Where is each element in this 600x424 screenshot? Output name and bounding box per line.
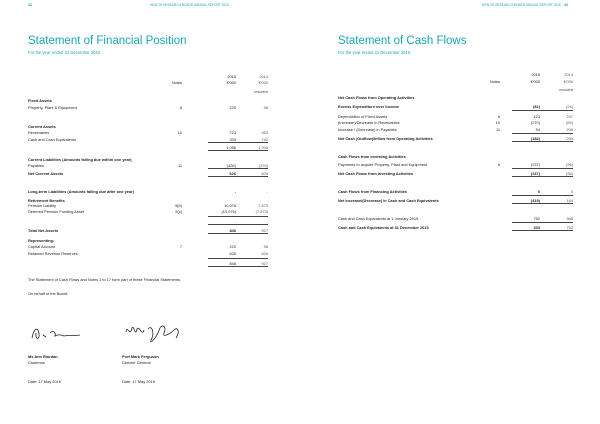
row-value-current-year: (419)	[530, 198, 540, 203]
row-label: Deferred Pension Funding Asset	[28, 209, 85, 214]
row-label: Increase / (Decrease) in Payables	[338, 127, 397, 132]
row-value-prior-year: (96)	[566, 171, 573, 176]
rule-line	[512, 168, 573, 169]
row-value-current-year: 220	[229, 244, 236, 249]
unit1-heading: €'000	[226, 80, 236, 85]
row-label: (Increase)/Decrease in Receivables	[338, 120, 400, 125]
row-value-current-year: 123	[533, 114, 540, 119]
page-header	[564, 3, 568, 7]
rule-line	[512, 110, 573, 111]
row-value-current-year: 723	[229, 130, 236, 135]
row-value-prior-year: (24)	[566, 104, 573, 109]
page-header	[28, 3, 32, 7]
page-subtitle: For the year ended 31 December 2015	[28, 50, 101, 55]
row-value-prior-year: 98	[263, 244, 268, 249]
row-label: Fixed Assets	[28, 98, 52, 103]
row-value-current-year: (430)	[226, 163, 236, 168]
row-value-current-year: 626	[229, 251, 236, 256]
row-value-current-year: 333	[229, 137, 236, 142]
page-subtitle: For the year ended 31 December 2015	[338, 50, 411, 55]
table-row-property-plant-equipment	[28, 105, 268, 111]
row-note: 10	[177, 130, 182, 135]
row-value-current-year: 0	[537, 189, 540, 194]
row-value-prior-year: -	[266, 219, 268, 224]
row-value-current-year: 752	[533, 216, 540, 221]
rule-line	[208, 150, 268, 151]
row-value-prior-year: 453	[261, 130, 268, 135]
year1-heading: 2015	[531, 72, 540, 77]
row-label: Cash and Cash Equivalents	[28, 137, 77, 142]
row-label: Cash and Cash Equivalents at 31 December 2015	[338, 225, 429, 230]
row-label: Current Liabilities (Amounts falling due within one year)	[28, 157, 132, 162]
table-row-increase-decrease-in-receivables	[338, 120, 578, 126]
restated-label: restated	[558, 87, 573, 92]
row-note: 10	[495, 120, 500, 125]
restated-row	[28, 89, 268, 95]
right-page	[300, 0, 600, 424]
row-value-current-year: -	[234, 189, 236, 194]
row-value-prior-year: 829	[261, 171, 268, 176]
row-label: Net Cash Flows from Investing Activities	[338, 171, 414, 176]
row-label: Retained Revenue Reserves	[28, 251, 78, 256]
row-value-current-year: 846	[229, 261, 236, 266]
unit2-heading: €'000	[258, 80, 268, 85]
column-unit-row	[338, 79, 578, 85]
rule-line	[208, 258, 268, 259]
row-value-prior-year: 247	[566, 114, 573, 119]
row-value-current-year: (237)	[530, 162, 540, 167]
row-value-prior-year: 250	[566, 136, 573, 141]
year2-heading: 2014	[564, 72, 573, 77]
table-row-net-cash-flows-from-operating-activities	[338, 95, 578, 101]
row-note: 8	[497, 162, 500, 167]
rule-line	[512, 141, 573, 142]
rule-line	[208, 142, 268, 143]
unit2-heading: €'000	[563, 79, 573, 84]
column-year-row	[338, 72, 578, 78]
row-value-prior-year: 0	[570, 189, 573, 194]
column-unit-row	[28, 80, 268, 86]
row-value-prior-year: 927	[261, 228, 268, 233]
restated-row	[338, 87, 578, 93]
page-number: 32	[28, 3, 32, 7]
row-value-prior-year: -	[266, 189, 268, 194]
row-label: Payments to acquire Property, Plant and Equipment	[338, 162, 428, 167]
rule-line	[512, 195, 573, 196]
row-value-prior-year: 752	[566, 225, 573, 230]
row-value-current-year: 54	[535, 127, 540, 132]
signatory-1-date: Date: 17 May 2016	[28, 379, 61, 384]
row-note: 7	[179, 244, 182, 249]
row-note: 8	[497, 114, 500, 119]
notes-heading: Notes	[171, 80, 182, 85]
signatory-2-name: Prof Mark Ferguson	[122, 354, 159, 359]
unit1-heading: €'000	[530, 79, 540, 84]
on-behalf-text: On behalf of the Board:	[28, 291, 69, 296]
rule-line	[512, 222, 573, 223]
page-title: Statement of Cash Flows	[338, 35, 467, 47]
row-label: Net Cash (Outflow)/Inflow from Operating Activities	[338, 136, 433, 141]
row-value-current-year: 626	[229, 171, 236, 176]
row-value-current-year: 220	[229, 105, 236, 110]
signatory-1-role: Chairman	[28, 360, 45, 365]
row-value-current-year: (81)	[533, 104, 540, 109]
row-value-prior-year: 829	[261, 251, 268, 256]
row-label: Total Net Assets	[28, 228, 59, 233]
row-label: Receivables	[28, 130, 50, 135]
table-row-fixed-assets	[28, 98, 268, 104]
row-value-prior-year: 1,205	[258, 145, 268, 150]
row-value-prior-year: 98	[263, 105, 268, 110]
report-header-text: HEALTH RESEARCH BOARD ANNUAL REPORT 2015	[150, 3, 229, 7]
row-label: Pension Liability	[28, 203, 57, 208]
row-value-current-year: 846	[229, 228, 236, 233]
row-label: Payables	[28, 163, 45, 168]
row-label: Net Increase/(Decrease) in Cash and Cash Equivalents	[338, 198, 439, 203]
rule-line	[208, 216, 268, 217]
table-row-receivables	[28, 130, 268, 136]
row-label: Cash Flows from Investing Activities	[338, 154, 406, 159]
row-note: 8	[179, 105, 182, 110]
row-value-current-year: (270)	[530, 120, 540, 125]
row-note: 9(c)	[175, 209, 182, 214]
row-label: Current Assets	[28, 124, 56, 129]
row-value-prior-year: 588	[566, 216, 573, 221]
table-row-retained-revenue-reserves	[28, 251, 268, 257]
page-title: Statement of Financial Position	[28, 35, 187, 47]
row-note: 11	[177, 163, 182, 168]
row-value-prior-year: (7,873)	[255, 209, 268, 214]
row-value-prior-year: (96)	[566, 162, 573, 167]
row-label: Long-term Liabilities (Amounts falling due after one year)	[28, 189, 134, 194]
rule-line	[208, 224, 268, 225]
row-value-prior-year: (69)	[566, 120, 573, 125]
row-value-current-year: (182)	[530, 136, 540, 141]
row-note: 11	[495, 127, 500, 132]
row-label: Depreciation of Fixed Assets	[338, 114, 388, 119]
report-header-text: HEALTH RESEARCH BOARD ANNUAL REPORT 2015	[482, 3, 561, 7]
row-label: Excess Expenditure over Income	[338, 104, 399, 109]
rule-line	[512, 133, 573, 134]
notes-heading: Notes	[489, 79, 500, 84]
footnote: The Statement of Cash Flows and Notes 1 to 17 form part of these Financial Statements.	[28, 277, 182, 282]
row-label: Cash Flows from Financing Activities	[338, 189, 408, 194]
row-label: Net Current Assets	[28, 171, 64, 176]
row-label: Cash and Cash Equivalents at 1 January 2015	[338, 216, 419, 221]
signatory-2-role: Director General	[122, 360, 151, 365]
row-value-current-year: -	[234, 219, 236, 224]
row-label: Capital Account	[28, 244, 56, 249]
row-value-prior-year: 206	[566, 127, 573, 132]
signatory-1-name: Ms Ann Riordan	[28, 354, 58, 359]
row-value-prior-year: 7,873	[258, 203, 268, 208]
row-value-current-year: 10,076	[224, 203, 236, 208]
row-value-current-year: 1,056	[226, 145, 236, 150]
row-value-current-year: (237)	[530, 171, 540, 176]
row-value-current-year: 333	[533, 225, 540, 230]
rule-line	[208, 168, 268, 169]
row-label: Representing:	[28, 238, 55, 243]
restated-label: restated	[253, 89, 268, 94]
rule-line	[512, 203, 573, 204]
row-note: 9(b)	[175, 203, 182, 208]
row-label: Net Cash Flows from Operating Activities	[338, 95, 415, 100]
row-value-prior-year: 927	[261, 261, 268, 266]
table-row-long-term-liabilities-amounts-falling-due-after-one-year	[28, 189, 268, 195]
rule-line	[512, 230, 573, 231]
year1-heading: 2015	[227, 74, 236, 79]
table-row-deferred-pension-funding-asset	[28, 209, 268, 215]
page-number: 33	[564, 3, 568, 7]
rule-line	[208, 233, 268, 234]
row-value-current-year: (10,076)	[221, 209, 236, 214]
row-label: Property, Plant & Equipment	[28, 105, 77, 110]
rule-line	[512, 176, 573, 177]
row-value-prior-year: 164	[566, 198, 573, 203]
signatory-2-date: Date: 17 May 2016	[122, 379, 155, 384]
director-signature	[122, 320, 192, 346]
chairman-signature	[28, 323, 88, 343]
row-label: Retirement Benefits	[28, 198, 65, 203]
rule-line	[208, 176, 268, 177]
table-row-cash-flows-from-investing-activities	[338, 154, 578, 160]
year2-heading: 2014	[259, 74, 268, 79]
rule-line	[208, 266, 268, 267]
row-value-prior-year: (376)	[258, 163, 268, 168]
row-value-prior-year: 752	[261, 137, 268, 142]
table-row-capital-account	[28, 244, 268, 250]
